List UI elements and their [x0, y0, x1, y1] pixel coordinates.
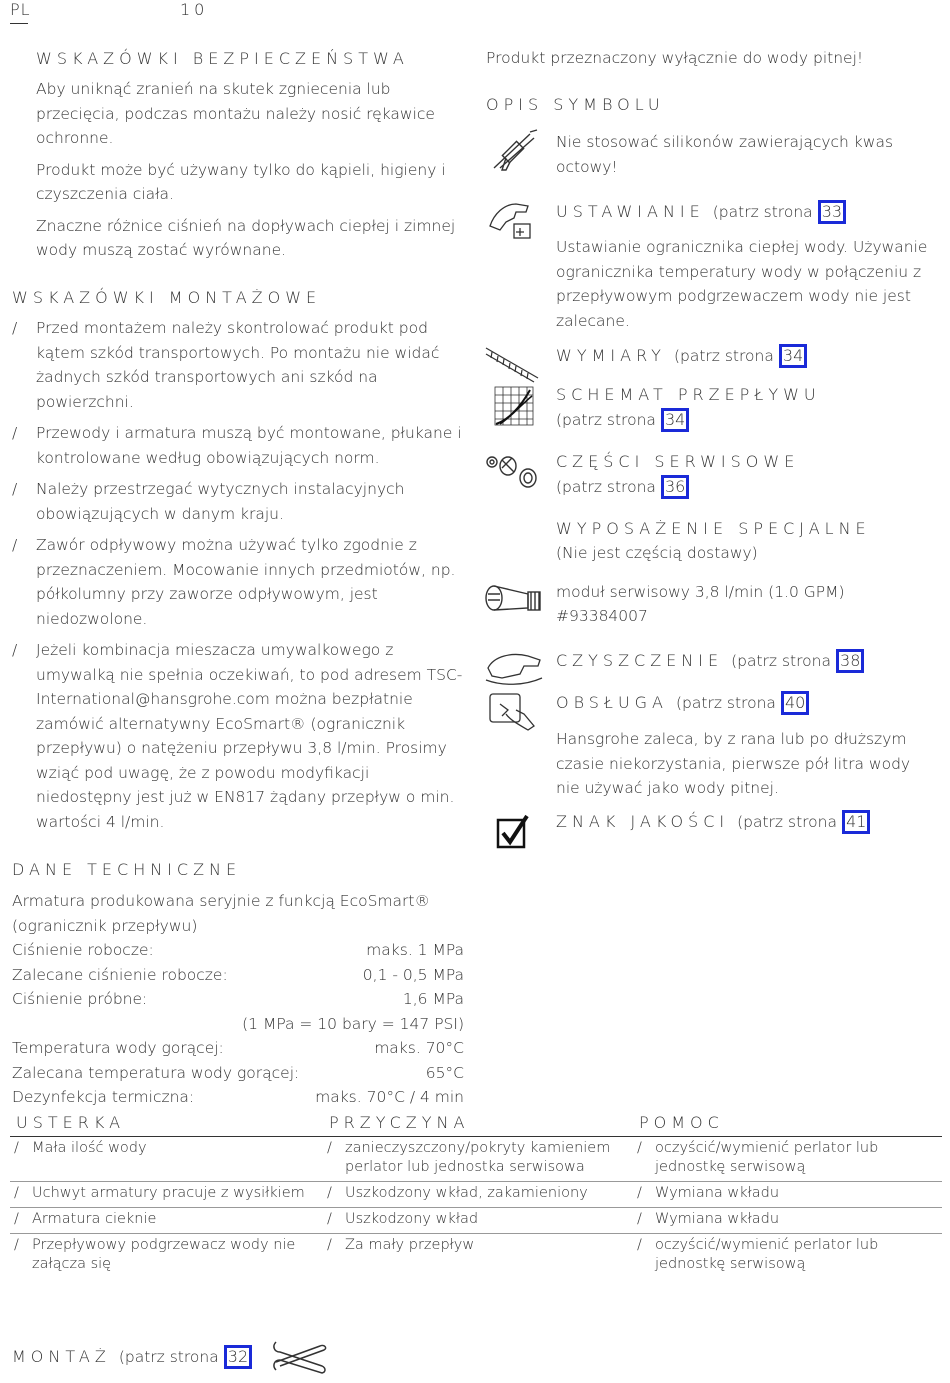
assembly-title: MONTAŻ: [12, 1347, 111, 1366]
table-cell: / Uchwyt armatury pracuje z wysiłkiem: [10, 1182, 323, 1208]
tech-label: Ciśnienie robocze:: [12, 941, 154, 959]
adjust-title-line: [556, 200, 846, 224]
tech-value: maks. 1 MPa: [366, 941, 464, 959]
safety-paragraph: Aby uniknąć zranień na skutek zgniecenia lub przecięcia, podczas montażu należy nosić rękawice ochronne.: [36, 80, 435, 147]
operation-title: OBSŁUGA: [556, 693, 668, 712]
tech-value: 0,1 - 0,5 MPa: [362, 965, 464, 984]
operation-title-line: [556, 691, 809, 715]
quality-checkmark-icon: [496, 814, 530, 850]
page-header: [10, 0, 310, 26]
assembly-title-line: [12, 1345, 252, 1369]
flow-ref: (patrz strona: [556, 411, 656, 429]
list-item: / Przewody i armatura muszą być montowane, płukane i kontrolowane według obowiązujących norm.: [12, 421, 468, 470]
page-number: 10: [180, 0, 209, 19]
column-header: PRZYCZYNA: [323, 1113, 633, 1137]
list-item: / Należy przestrzegać wytycznych instalacyjnych obowiązujących w danym kraju.: [12, 477, 468, 526]
page-link-40[interactable]: 40: [781, 691, 809, 715]
tech-label: Ciśnienie próbne:: [12, 990, 148, 1008]
page-link-33[interactable]: 33: [818, 200, 846, 224]
table-cell: / Wymiana wkładu: [633, 1182, 942, 1208]
special-module: moduł serwisowy 3,8 l/min (1.0 GPM): [556, 583, 845, 601]
header-underline: [10, 23, 28, 24]
assembly-ref: (patrz strona: [118, 1348, 219, 1366]
table-cell: / Mała ilość wody: [10, 1137, 323, 1182]
page-link-38[interactable]: 38: [836, 649, 864, 673]
silicone-note: Nie stosować silikonów zawierających kwas octowy!: [556, 133, 894, 176]
page-link-34[interactable]: 34: [779, 344, 807, 368]
wrench-icon: [270, 1336, 330, 1376]
special-subtitle: (Nie jest częścią dostawy): [556, 544, 758, 562]
page-link-36[interactable]: 36: [661, 475, 689, 499]
tech-value: maks. 70°C: [374, 1039, 464, 1057]
tech-row: [12, 963, 464, 988]
table-cell: / Armatura cieknie: [10, 1208, 323, 1234]
spare-ref-line: [556, 475, 689, 500]
cleaning-title-line: [556, 649, 864, 673]
table-cell: / Uszkodzony wkład: [323, 1208, 633, 1234]
tech-row: [12, 938, 464, 963]
table-cell: / Przepływowy podgrzewacz wody nie załącza się: [10, 1234, 323, 1279]
tech-label: Dezynfekcja termiczna:: [12, 1088, 195, 1106]
tech-row: [12, 1036, 464, 1061]
silicone-gun-icon: [490, 128, 540, 172]
cleaning-hand-icon: [484, 646, 544, 690]
operation-hand-icon: [488, 690, 536, 734]
special-code: #93384007: [556, 607, 648, 625]
tech-label: Temperatura wody gorącej:: [12, 1039, 224, 1057]
tech-value: maks. 70°C / 4 min: [315, 1088, 464, 1106]
table-header-row: [10, 1113, 942, 1137]
table-cell: / oczyścić/wymienić perlator lub jednostkę serwisową: [633, 1234, 942, 1279]
safety-text: [36, 77, 468, 270]
mounting-list: [12, 316, 468, 841]
tech-row: [12, 987, 464, 1012]
dimensions-title-line: [556, 344, 807, 368]
tech-row: [12, 1061, 464, 1086]
symbol-heading: OPIS SYMBOLU: [486, 95, 665, 114]
adjust-title: USTAWIANIE: [556, 202, 705, 221]
page-link-34b[interactable]: 34: [661, 408, 689, 432]
troubleshooting-table: [10, 1113, 942, 1278]
special-title: WYPOSAŻENIE SPECJALNE: [556, 519, 871, 538]
hand-adjust-icon: [486, 196, 536, 242]
table-row: [10, 1208, 942, 1234]
tech-row: [12, 1085, 464, 1110]
table-cell: / Za mały przepływ: [323, 1234, 633, 1279]
safety-paragraph: Produkt może być używany tylko do kąpieli, higieny i czyszczenia ciała.: [36, 160, 446, 203]
spare-ref: (patrz strona: [556, 478, 656, 496]
tech-data: [12, 889, 464, 1110]
table-cell: / Wymiana wkładu: [633, 1208, 942, 1234]
ruler-icon: [484, 344, 540, 384]
flow-chart-icon: [494, 386, 534, 426]
quality-title-line: [556, 810, 870, 834]
tech-note: (1 MPa = 10 bary = 147 PSI): [242, 1014, 464, 1033]
column-header: POMOC: [633, 1113, 942, 1137]
service-module-icon: [484, 578, 544, 624]
list-item: / Jeżeli kombinacja mieszacza umywalkowego z umywalką nie spełnia oczekiwań, to pod adresem TSC-International@hansgrohe.com można bezpłatnie zamówić alternatywny EcoSmart® (ogranicznik przepływu) o natężeniu przepływu 3,8 l/min. Prosimy wziąć pod uwagę, że z powodu modyfikacji niedostępny jest już w EN817 żądany przepływ o min. wartości 4 l/min.: [12, 638, 468, 834]
quality-title: ZNAK JAKOŚCI: [556, 812, 730, 831]
table-cell: / zanieczyszczony/pokryty kamieniem perlator lub jednostka serwisowa: [323, 1137, 633, 1182]
table-row: [10, 1137, 942, 1182]
dimensions-ref: (patrz strona: [673, 347, 774, 365]
flow-ref-line: [556, 408, 689, 433]
table-row: [10, 1182, 942, 1208]
tech-value: 1,6 MPa: [402, 990, 464, 1008]
dimensions-title: WYMIARY: [556, 346, 666, 365]
cleaning-title: CZYSZCZENIE: [556, 651, 724, 670]
mounting-heading: WSKAZÓWKI MONTAŻOWE: [12, 288, 322, 307]
column-header: USTERKA: [10, 1113, 323, 1137]
adjust-text: Ustawianie ogranicznika ciepłej wody. Używanie ogranicznika temperatury wody w połączeniu z przepływowym podgrzewaczem wody nie jest zalecane.: [556, 238, 928, 330]
tech-label: Zalecane ciśnienie robocze:: [12, 965, 228, 984]
tech-intro: Armatura produkowana seryjnie z funkcją EcoSmart® (ogranicznik przepływu): [12, 892, 430, 935]
tech-label: Zalecana temperatura wody gorącej:: [12, 1063, 300, 1082]
safety-paragraph: Znaczne różnice ciśnień na dopływach ciepłej i zimnej wody muszą zostać wyrównane.: [36, 216, 456, 259]
potable-water-note: Produkt przeznaczony wyłącznie do wody pitnej!: [486, 49, 864, 67]
safety-heading: WSKAZÓWKI BEZPIECZEŃSTWA: [36, 49, 409, 68]
page-link-41[interactable]: 41: [842, 810, 870, 834]
spare-title: CZĘŚCI SERWISOWE: [556, 452, 800, 471]
tech-heading: DANE TECHNICZNE: [12, 860, 242, 879]
language-code: PL: [10, 0, 31, 19]
table-cell: / Uszkodzony wkład, zakamieniony: [323, 1182, 633, 1208]
tech-value: 65°C: [425, 1063, 464, 1082]
quality-ref: (patrz strona: [737, 813, 837, 831]
list-item: / Zawór odpływowy można używać tylko zgodnie z przeznaczeniem. Mocowanie innych przedmiotów, np. półkolumny przy zaworze odpływowym, jest niedozwolone.: [12, 533, 468, 631]
list-item: / Przed montażem należy skontrolować produkt pod kątem szkód transportowych. Po montażu nie widać żadnych szkód transportowych ani szkód na powierzchni.: [12, 316, 468, 414]
page-link-32[interactable]: 32: [224, 1345, 252, 1369]
operation-ref: (patrz strona: [676, 694, 776, 712]
adjust-ref: (patrz strona: [712, 203, 813, 221]
cleaning-ref: (patrz strona: [731, 652, 831, 670]
flow-title: SCHEMAT PRZEPŁYWU: [556, 385, 821, 404]
spare-parts-icon: [484, 450, 540, 490]
operation-text: Hansgrohe zaleca, by z rana lub po dłuższym czasie niekorzystania, pierwsze pół litra wody nie używać jako wody pitnej.: [556, 730, 911, 797]
table-row: [10, 1234, 942, 1279]
table-cell: / oczyścić/wymienić perlator lub jednostkę serwisową: [633, 1137, 942, 1182]
